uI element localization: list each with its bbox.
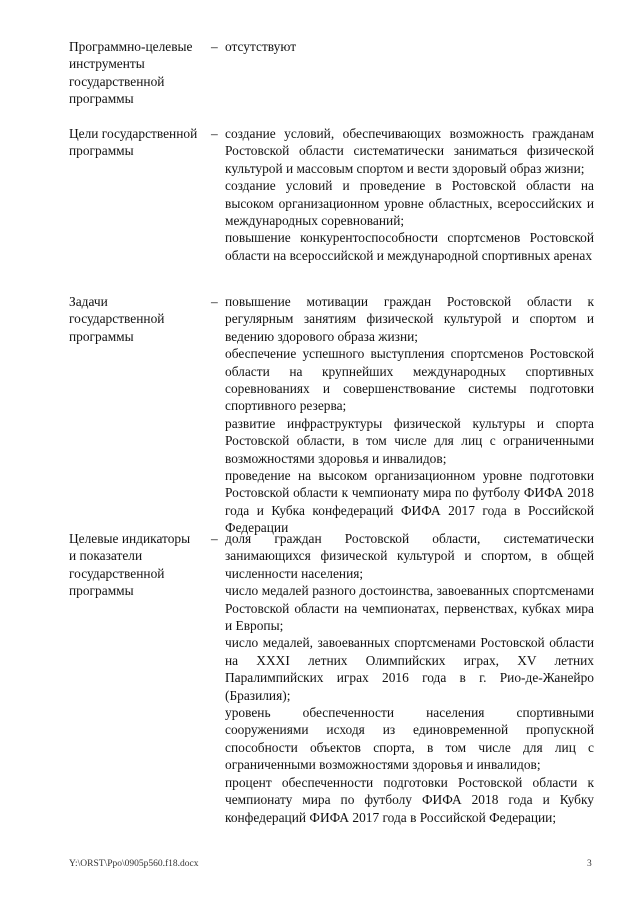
row-label: Целевые индикаторы и показатели государственной программы xyxy=(69,531,191,599)
row-dash: – xyxy=(211,531,218,546)
paragraph: число медалей, завоеванных спортсменами Ростовской области на XXXI летних Олимпийских играх, XV летних Паралимпийских играх 2016 года в г. Рио-де-Жанейро (Бразилия); xyxy=(225,635,594,703)
paragraph: проведение на высоком организационном уровне подготовки Ростовской области к чемпионату мира по футболу ФИФА 2018 года и Кубка конфедераций ФИФА 2017 года в Российской Федерации xyxy=(225,468,594,536)
paragraph: повышение конкурентоспособности спортсменов Ростовской области на всероссийской и международной спортивных аренах xyxy=(225,230,594,263)
paragraph: повышение мотивации граждан Ростовской области к регулярным занятиям физической культурой и спортом и ведению здорового образа жизни; xyxy=(225,294,594,344)
row-label: Цели государственной программы xyxy=(69,126,198,159)
paragraph: развитие инфраструктуры физической культуры и спорта Ростовской области, в том числе для лиц с ограниченными возможностями здоровья и инвалидов; xyxy=(225,415,594,466)
paragraph: число медалей разного достоинства, завоеванных спортсменами Ростовской области на чемпионатах, первенствах, кубках мира и Европы; xyxy=(225,583,594,634)
row-content xyxy=(225,125,594,264)
row-content xyxy=(225,38,594,55)
paragraph: отсутствуют xyxy=(225,39,297,54)
row-label: Задачи государственной программы xyxy=(69,294,165,344)
row-label: Программно-целевые инструменты государственной программы xyxy=(69,39,193,107)
row-dash: – xyxy=(211,294,218,309)
row-dash: – xyxy=(211,126,218,141)
paragraph: доля граждан Ростовской области, систематически занимающихся физической культурой и спортом, в общей численности населения; xyxy=(225,531,594,581)
footer-page-number: 3 xyxy=(587,859,592,869)
paragraph: обеспечение успешного выступления спортсменов Ростовской области на крупнейших международных спортивных соревнованиях и совершенствование системы подготовки спортивного резерва; xyxy=(225,346,594,414)
paragraph: создание условий и проведение в Ростовской области на высоком организационном уровне областных, всероссийских и международных соревнований; xyxy=(225,178,594,229)
paragraph: процент обеспеченности подготовки Ростовской области к чемпионату мира по футболу ФИФА 2018 года и Кубку конфедераций ФИФА 2017 года в Российской Федерации; xyxy=(225,774,594,825)
paragraph: создание условий, обеспечивающих возможность гражданам Ростовской области систематически заниматься физической культурой и массовым спортом и вести здоровый образ жизни; xyxy=(225,126,594,176)
row-content xyxy=(225,293,594,537)
row-dash: – xyxy=(211,39,218,54)
footer-file-path: Y:\ORST\Ppo\0905p560.f18.docx xyxy=(69,859,199,869)
row-content xyxy=(225,530,594,826)
paragraph: уровень обеспеченности населения спортивными сооружениями исходя из единовременной пропускной способности объектов спорта, в том числе для лиц с ограниченными возможностями здоровья и инвалидов; xyxy=(225,705,594,773)
